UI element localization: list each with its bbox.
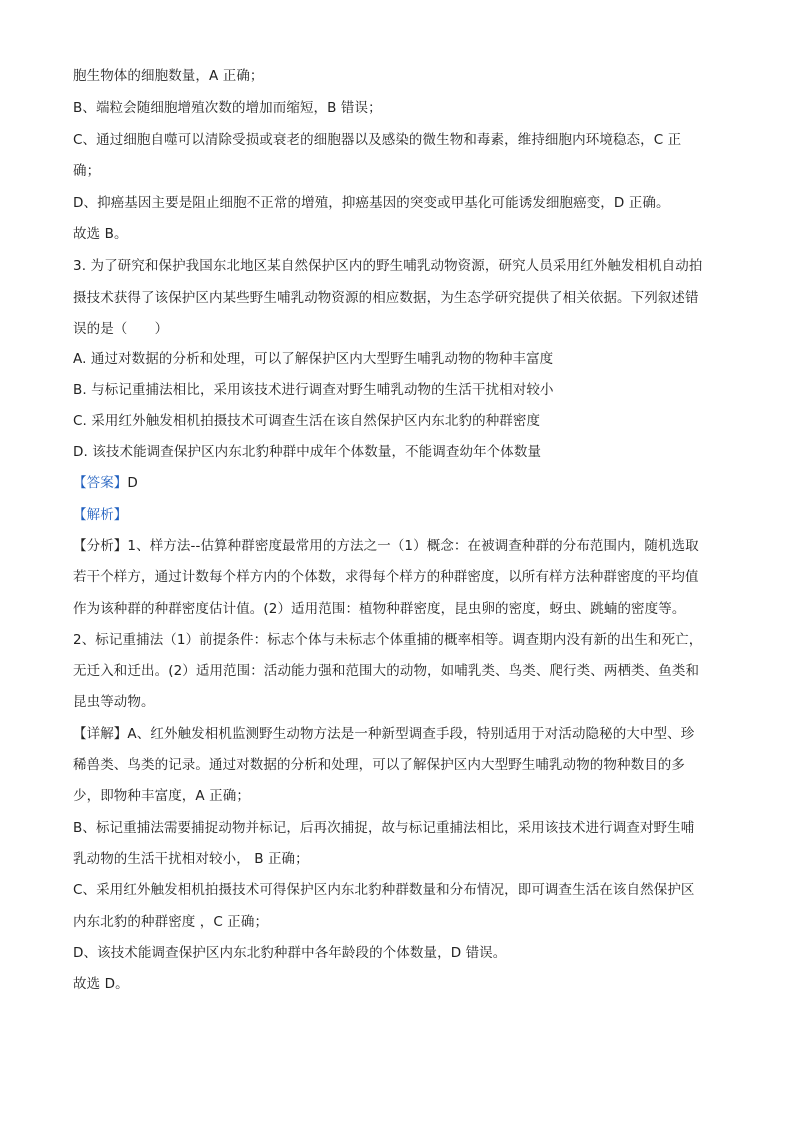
xiangjie-line-5: 乳动物的生活干扰相对较小， B 正确； <box>73 851 309 867</box>
fenxi-line-4: 2、标记重捕法（1）前提条件：标志个体与未标志个体重捕的概率相等。调查期内没有新的出生和死亡， <box>73 632 703 648</box>
answer-line <box>73 473 734 493</box>
fenxi-text-1: 1、样方法--估算种群密度最常用的方法之一（1）概念：在被调查种群的分布范围内，随机选取 <box>127 538 699 554</box>
option-a: A. 通过对数据的分析和处理，可以了解保护区内大型野生哺乳动物的物种丰富度 <box>73 351 554 367</box>
xiangjie-line-1 <box>73 724 734 744</box>
xiangjie-line-7: 内东北豹的种群密度 ，C 正确； <box>73 914 269 930</box>
fenxi-line-1 <box>73 536 734 556</box>
option-b: B. 与标记重捕法相比，采用该技术进行调查对野生哺乳动物的生活干扰相对较小 <box>73 382 554 398</box>
answer-tag: 【答案】 <box>73 475 128 491</box>
fenxi-line-2: 若干个样方，通过计数每个样方内的个体数，求得每个样方的种群密度，以所有样方法种群密度的平均值 <box>73 569 699 585</box>
option-d: D. 该技术能调查保护区内东北豹种群中成年个体数量，不能调查幼年个体数量 <box>73 444 542 460</box>
xiangjie-text-1: A、红外触发相机监测野生动物方法是一种新型调查手段，特别适用于对活动隐秘的大中型、珍 <box>127 726 695 742</box>
xiangjie-line-4: B、标记重捕法需要捕捉动物并标记，后再次捕捉，故与标记重捕法相比，采用该技术进行调查对野生哺 <box>73 820 695 836</box>
prev-line-4: 确； <box>73 163 101 179</box>
xiangjie-line-9: 故选 D。 <box>73 976 129 992</box>
question3-stem-line-2: 摄技术获得了该保护区内某些野生哺乳动物资源的相应数据，为生态学研究提供了相关依据。下列叙述错 <box>73 290 699 306</box>
answer-value: D <box>127 475 138 491</box>
xiangjie-line-8: D、该技术能调查保护区内东北豹种群中各年龄段的个体数量，D 错误。 <box>73 945 507 961</box>
analysis-line <box>73 505 734 525</box>
prev-line-6: 故选 B。 <box>73 226 128 242</box>
prev-line-3: C、通过细胞自噬可以清除受损或衰老的细胞器以及感染的微生物和毒素，维持细胞内环境稳态，C 正 <box>73 132 682 148</box>
question3-stem-line-1: 3. 为了研究和保护我国东北地区某自然保护区内的野生哺乳动物资源，研究人员采用红外触发相机自动拍 <box>73 258 703 274</box>
analysis-tag: 【解析】 <box>73 507 128 523</box>
question3-stem-line-3: 误的是（ ） <box>73 321 169 337</box>
option-c: C. 采用红外触发相机拍摄技术可调查生活在该自然保护区内东北豹的种群密度 <box>73 413 541 429</box>
fenxi-line-5: 无迁入和迁出。(2）适用范围：活动能力强和范围大的动物，如哺乳类、鸟类、爬行类、两栖类、鱼类和 <box>73 663 700 679</box>
fenxi-line-6: 昆虫等动物。 <box>73 694 155 710</box>
prev-line-5: D、抑癌基因主要是阻止细胞不正常的增殖，抑癌基因的突变或甲基化可能诱发细胞癌变，D 正确。 <box>73 195 670 211</box>
prev-line-2: B、端粒会随细胞增殖次数的增加而缩短，B 错误； <box>73 100 382 116</box>
xiangjie-tag: 【详解】 <box>73 726 128 742</box>
xiangjie-line-2: 稀兽类、鸟类的记录。通过对数据的分析和处理，可以了解保护区内大型野生哺乳动物的物种数目的多 <box>73 757 685 773</box>
xiangjie-line-3: 少，即物种丰富度，A 正确； <box>73 788 250 804</box>
prev-line-1: 胞生物体的细胞数量，A 正确； <box>73 68 264 84</box>
fenxi-tag: 【分析】 <box>73 538 128 554</box>
fenxi-line-3: 作为该种群的种群密度估计值。(2）适用范围：植物种群密度，昆虫卵的密度，蚜虫、跳蝻的密度等。 <box>73 601 686 617</box>
xiangjie-line-6: C、采用红外触发相机拍摄技术可得保护区内东北豹种群数量和分布情况，即可调查生活在该自然保护区 <box>73 882 695 898</box>
